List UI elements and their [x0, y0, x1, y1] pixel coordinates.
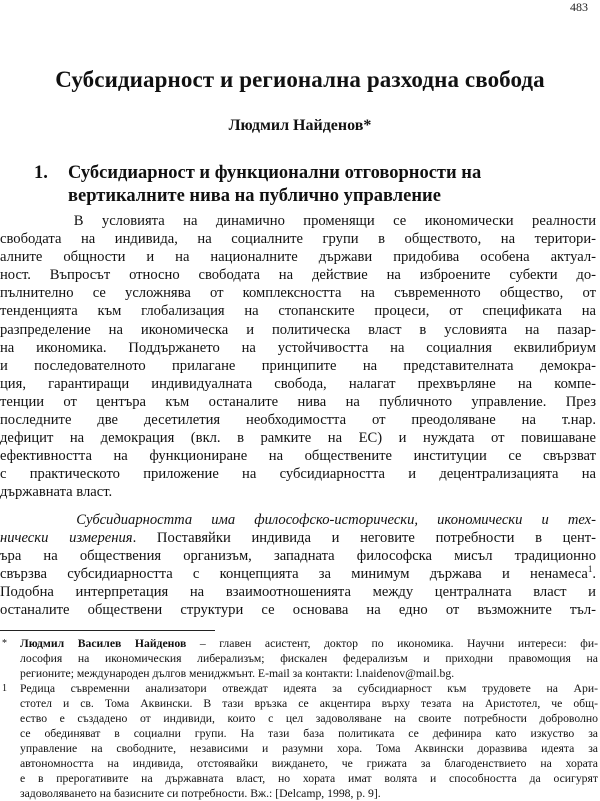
paragraph-2-text: . Поставяйки индивида и неговите потребности в цент- — [132, 530, 596, 547]
footnote-separator — [0, 630, 215, 631]
section-title-line-1: Субсидиарност и функционални отговорности на — [68, 163, 482, 183]
footnote-line: задоволяването на базисните си потребности. Вж.: [Delcamp, 1998, p. 9]. — [20, 787, 381, 800]
section-title-line-2: вертикалните нива на публично управление — [68, 186, 441, 206]
footnote-line: управление на свободните, независими и разумни хора. Тома Аквински доразвива идеята за — [20, 742, 598, 755]
footnote-line: регионите; международен дългов мениджмънт. E-mail за контакти: l.naidenov@mail.bg. — [20, 667, 455, 680]
paragraph-1-line: свободата на индивида, на социалните групи в обществото, на територи- — [0, 231, 596, 248]
paragraph-1-line: с практическото приложение на субсидиарността и децентрализацията на — [0, 466, 596, 483]
paragraph-2 — [0, 511, 600, 620]
paragraph-1-line: на икономика. Поддържането на устойчивостта на социалния еквилибриум — [0, 339, 596, 356]
paragraph-1 — [0, 212, 600, 502]
footnote-line: ество е създадено от индивиди, които с цел задоволяване на своите потребности доброволно — [20, 712, 598, 725]
paragraph-1-line: алните общности и на националните държави придобива особена актуал- — [0, 249, 596, 266]
footnote-ref-1[interactable]: 1 — [587, 564, 593, 575]
footnote-line: Редица съвременни анализатори отвеждат идеята за субсидиарност към трудовете на Ари- — [20, 682, 598, 695]
footnote-1 — [0, 681, 600, 801]
paragraph-2-line — [0, 511, 600, 529]
article-title: Субсидиарност и регионална разходна свобода — [55, 67, 545, 92]
paragraph-1-line: и последователното прилагане принципите на представителната демокра- — [0, 357, 596, 374]
footnote-text: – главен асистент, доктор по икономика. Научни интереси: фи- — [186, 637, 598, 650]
footnote-mark: 1 — [2, 683, 7, 694]
paragraph-1-line: разпределение на икономическа и политическа власт в условията на пазар- — [0, 321, 596, 338]
article-author: Людмил Найденов* — [228, 117, 372, 134]
paragraph-1-line: ция, гарантиращи индивидуалната свобода, налагат прехвърляне на компе- — [0, 375, 596, 392]
paragraph-2-line — [0, 565, 600, 583]
paragraph-1-line: последните две десетилетия необходимостта от преодоляване на т.нар. — [0, 412, 596, 429]
paragraph-1-line: дефицит на демокрация (вкл. в рамките на ЕС) и нуждата от повишаване — [0, 430, 596, 447]
page-number: 483 — [570, 0, 588, 14]
footnotes — [0, 636, 600, 801]
footnote-line: автономността на индивида, отстоявайки виждането, че грижата за благоденствието на хората — [20, 757, 598, 770]
footnote-author — [0, 636, 600, 681]
footnote-line: лософия на икономическия либерализъм; фискален федерализъм и приходни правомощия на — [20, 652, 598, 665]
footnote-line — [20, 636, 600, 651]
paragraph-1-line: държавната власт. — [0, 484, 113, 501]
paragraph-1-line: пълнително се усложнява от комплексността на съвременното общество, от — [0, 285, 596, 302]
paragraph-2-line: ъра на обществения организъм, западната философска мисъл традиционно — [0, 548, 596, 565]
paragraph-1-line: В условията на динамично променящи се икономически реалности — [0, 213, 596, 229]
paragraph-2-line — [0, 529, 600, 547]
section-heading — [34, 162, 574, 208]
paragraph-2-text: . — [592, 566, 596, 583]
italic-phrase: Субсидиарността има философско-исторически, икономически и тех- — [76, 512, 596, 528]
italic-phrase: нически измерения — [0, 530, 133, 547]
footnote-mark: * — [2, 638, 7, 649]
paragraph-1-line: тенденцията към глобализация на стопанските процеси, от спецификата на — [0, 303, 596, 320]
paragraph-2-line: Подобна интерпретация на взаимоотношенията между централната власт и — [0, 584, 596, 601]
footnote-author-name: Людмил Василев Найденов — [20, 637, 187, 650]
paragraph-1-line: ност. Въпросът относно свободата на действие на изброените субекти до- — [0, 267, 596, 284]
paragraph-1-line: тенции от центъра към останалите нива на публичното управление. През — [0, 393, 596, 410]
paragraph-2-text: свързва субсидиарността с концепцията за минимум държава и ненамеса — [0, 566, 588, 583]
footnote-line: е в прерогативите на държавната власт, но хората имат волята и способността да осигурят — [20, 772, 598, 785]
section-number: 1. — [34, 163, 48, 183]
paragraph-1-line: ефективността на функциониране на обществените институции се свързват — [0, 448, 596, 465]
paragraph-2-line: останалите обществени структури се основава на едно от възможните тъл- — [0, 602, 596, 619]
footnote-line: стотел и св. Тома Аквински. В тази връзка се акцентира върху тезата на Аристотел, че общ- — [20, 697, 598, 710]
footnote-line: се обединяват в социални групи. На тази база политиката се дефинира като изкуство за — [20, 727, 598, 740]
